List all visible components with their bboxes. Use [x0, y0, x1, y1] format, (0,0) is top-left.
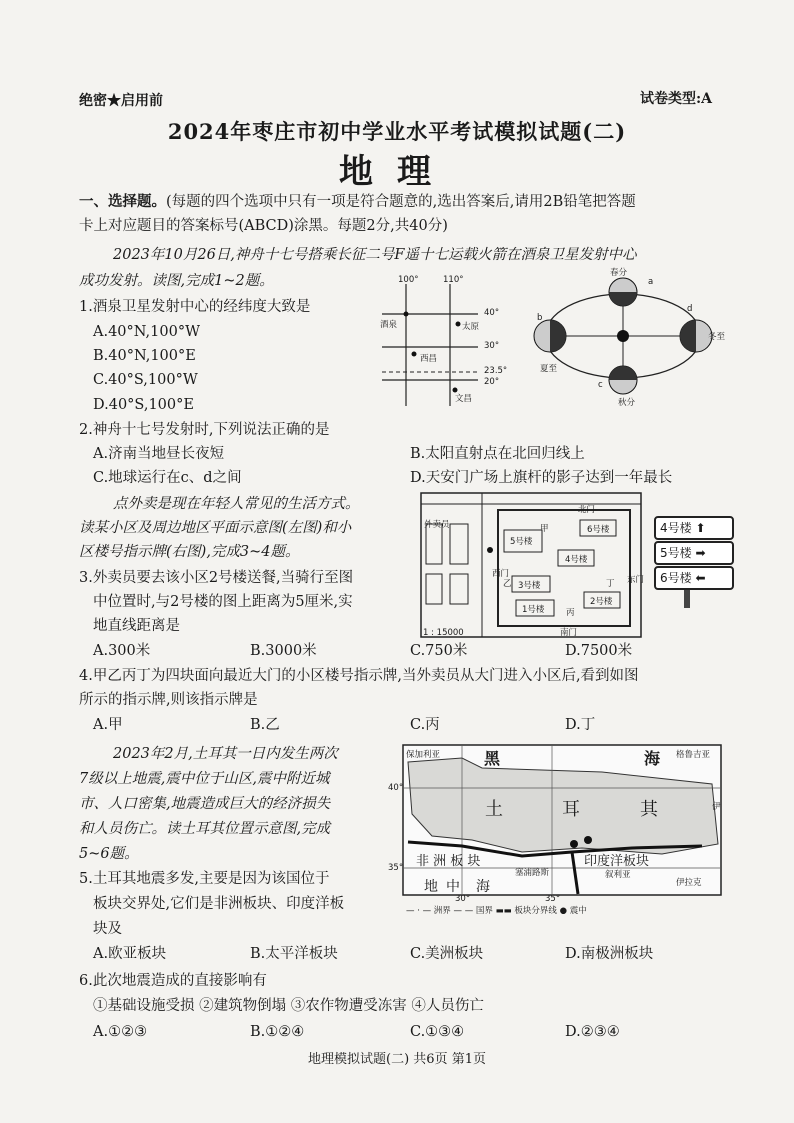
q5-option-b: B.太平洋板块 [250, 946, 338, 962]
orbit-point-c: c [598, 380, 603, 390]
map3-lon-35: 35° [545, 894, 561, 904]
building-1-label: 1号楼 [522, 605, 545, 615]
epicenter-2 [584, 836, 592, 844]
q6-option-d: D.②③④ [565, 1024, 620, 1040]
cyprus-label: 塞浦路斯 [515, 868, 550, 878]
page-footer: 地理模拟试题(二) 共6页 第1页 [308, 1052, 486, 1067]
q1-stem: 1.酒泉卫星发射中心的经纬度大致是 [79, 299, 311, 315]
map3-lat-35: 35° [388, 863, 404, 873]
courier-label: 外卖员 [424, 520, 450, 530]
q4-stem-1: 4.甲乙丙丁为四块面向最近大门的小区楼号指示牌,当外卖员从大门进入小区后,看到如图 [79, 668, 639, 684]
paper-type: 试卷类型:A [640, 91, 713, 107]
intro-3-line-4: 和人员伤亡。读土耳其位置示意图,完成 [79, 821, 331, 837]
wenchang-label: 文昌 [455, 394, 473, 404]
q5-stem-1: 5.土耳其地震多发,主要是因为该国位于 [79, 871, 330, 887]
block-left-4 [450, 574, 468, 604]
intro-2-line-1: 点外卖是现在年轻人常见的生活方式。 [113, 496, 360, 512]
q1-option-b: B.40°N,100°E [93, 348, 196, 364]
q3-stem-2: 中位置时,与2号楼的图上距离为5厘米,实 [93, 594, 353, 610]
q5-option-d: D.南极洲板块 [565, 946, 654, 962]
block-left-1 [426, 524, 442, 564]
xichang-label: 西昌 [420, 354, 438, 364]
north-gate-label: 北门 [578, 505, 596, 515]
black-sea-label-1: 黑 [484, 749, 501, 768]
courier-position [487, 547, 493, 553]
q5-stem-2: 板块交界处,它们是非洲板块、印度洋板 [93, 896, 345, 912]
intro-2-line-3: 区楼号指示牌(右图),完成3~4题。 [79, 544, 300, 560]
mediterranean-label-1: 地 [424, 879, 438, 895]
instruction-line-1: (每题的四个选项中只有一项是符合题意的,选出答案后,请用2B铅笔把答题 [166, 194, 636, 210]
q5-stem-3: 块及 [93, 921, 122, 937]
intro-2-line-2: 读某小区及周边地区平面示意图(左图)和小 [79, 520, 352, 536]
map-frame [421, 493, 641, 637]
signpost-5-text: 5号楼 [660, 546, 692, 560]
turkey-char-3: 其 [640, 799, 658, 820]
map-scale: 1 : 15000 [423, 628, 464, 638]
arrow-up-icon: ⬆ [695, 521, 706, 535]
q3-stem-1: 3.外卖员要去该小区2号楼送餐,当骑行至图 [79, 570, 354, 586]
map3-lat-40: 40° [388, 783, 404, 793]
east-gate-label: 东门 [627, 575, 645, 585]
lat-30-label: 30° [484, 341, 500, 351]
building-3-label: 3号楼 [518, 581, 541, 591]
intro-3-line-3: 市、人口密集,地震造成巨大的经济损失 [79, 796, 331, 812]
west-gate-label: 西门 [492, 569, 510, 579]
block-left-2 [450, 524, 468, 564]
mediterranean-label-3: 海 [476, 879, 490, 895]
earth-orbit-diagram [528, 262, 718, 402]
lon-110-label: 110° [443, 275, 464, 285]
bulgaria-label: 保加利亚 [406, 750, 441, 760]
signpost-building-4 [654, 516, 734, 540]
q6-stem: 6.此次地震造成的直接影响有 [79, 973, 267, 989]
indian-plate-label: 印度洋板块 [584, 854, 650, 869]
xichang-dot [412, 352, 417, 357]
q1-option-c: C.40°S,100°W [93, 372, 198, 388]
q1-option-a: A.40°N,100°W [93, 324, 200, 340]
section-instructions [79, 192, 636, 212]
arrow-left-icon: ⬅ [695, 571, 706, 585]
building-2-label: 2号楼 [590, 597, 613, 607]
globe-spring [609, 278, 637, 306]
intro-3-line-1: 2023年2月,土耳其一日内发生两次 [113, 746, 338, 762]
subject-title: 地理 [339, 152, 455, 192]
q4-stem-2: 所示的指示牌,则该指示牌是 [79, 692, 258, 708]
map3-legend: — · — 洲界 — — 国界 ▬▬ 板块分界线 ● 震中 [406, 906, 587, 916]
sign-ding: 丁 [606, 579, 615, 589]
sun [617, 330, 629, 342]
q4-option-b: B.乙 [250, 717, 280, 733]
orbit-point-a: a [648, 277, 654, 287]
signpost-building-6 [654, 566, 734, 590]
orbit-point-d: d [687, 304, 693, 314]
south-gate-label: 南门 [560, 628, 578, 638]
q4-option-d: D.丁 [565, 717, 596, 733]
jiuquan-dot [404, 312, 409, 317]
intro-3-line-5: 5~6题。 [79, 846, 139, 862]
black-sea-label-2: 海 [644, 749, 661, 768]
iran-label: 伊 [712, 802, 721, 812]
syria-label: 叙利亚 [605, 870, 631, 880]
q3-option-d: D.7500米 [565, 643, 633, 659]
q3-stem-3: 地直线距离是 [93, 618, 180, 634]
q3-option-c: C.750米 [410, 643, 468, 659]
q6-statements: ①基础设施受损 ②建筑物倒塌 ③农作物遭受冻害 ④人员伤亡 [93, 998, 484, 1014]
mediterranean-label-2: 中 [446, 879, 460, 895]
q5-option-c: C.美洲板块 [410, 946, 484, 962]
q3-option-a: A.300米 [93, 643, 151, 659]
african-plate-label: 非 洲 板 块 [416, 854, 481, 869]
arrow-right-icon: ➡ [695, 546, 706, 560]
taiyuan-dot [456, 322, 461, 327]
q1-option-d: D.40°S,100°E [93, 397, 194, 413]
section-heading: 一、选择题。 [79, 193, 166, 210]
block-left-3 [426, 574, 442, 604]
lon-100-label: 100° [398, 275, 419, 285]
q6-option-c: C.①③④ [410, 1024, 465, 1040]
intro-3-line-2: 7级以上地震,震中位于山区,震中附近城 [79, 771, 330, 787]
q6-option-a: A.①②③ [93, 1024, 148, 1040]
sign-jia: 甲 [540, 524, 549, 534]
q4-option-a: A.甲 [93, 717, 123, 733]
turkey-char-2: 耳 [562, 799, 580, 820]
intro-1-line-1: 2023年10月26日,神舟十七号搭乘长征二号F遥十七运载火箭在酒泉卫星发射中心 [113, 247, 637, 263]
georgia-label: 格鲁吉亚 [676, 750, 711, 760]
lat-20-label: 20° [484, 377, 500, 387]
q3-option-b: B.3000米 [250, 643, 317, 659]
intro-1-line-2: 成功发射。读图,完成1~2题。 [79, 273, 274, 289]
q2-stem: 2.神舟十七号发射时,下列说法正确的是 [79, 422, 330, 438]
building-5-label: 5号楼 [510, 537, 533, 547]
q5-option-a: A.欧亚板块 [93, 946, 167, 962]
lat-23-5-label: 23.5° [484, 366, 508, 376]
q4-option-c: C.丙 [410, 717, 440, 733]
building-4-label: 4号楼 [565, 555, 588, 565]
sign-yi: 乙 [503, 579, 512, 589]
q6-option-b: B.①②④ [250, 1024, 305, 1040]
globe-summer [534, 320, 566, 352]
lat-40-label: 40° [484, 308, 500, 318]
exam-title: 2024年枣庄市初中学业水平考试模拟试题(二) [167, 119, 627, 144]
sign-bing: 丙 [566, 608, 575, 618]
signpost-building-5 [654, 541, 734, 565]
taiyuan-label: 太原 [462, 322, 480, 332]
epicenter-1 [570, 840, 578, 848]
q2-option-b: B.太阳直射点在北回归线上 [410, 446, 585, 462]
autumn-equinox-label: 秋分 [618, 398, 636, 408]
spring-equinox-label: 春分 [610, 268, 628, 278]
globe-autumn [609, 366, 637, 394]
map3-lon-30: 30° [455, 894, 471, 904]
confidential-mark: 绝密★启用前 [79, 93, 163, 109]
community-map [420, 492, 645, 638]
signpost-4-text: 4号楼 [660, 521, 692, 535]
iraq-label: 伊拉克 [676, 878, 702, 888]
jiuquan-label: 酒泉 [380, 320, 398, 330]
orbit-point-b: b [537, 313, 543, 323]
community-wall [498, 510, 630, 626]
summer-solstice-label: 夏至 [540, 364, 558, 374]
q2-option-a: A.济南当地昼长夜短 [93, 446, 225, 462]
instruction-line-2: 卡上对应题目的答案标号(ABCD)涂黑。每题2分,共40分) [79, 218, 448, 234]
launch-site-map [368, 272, 488, 408]
turkey-char-1: 土 [485, 799, 503, 820]
building-6-label: 6号楼 [587, 525, 610, 535]
signpost-6-text: 6号楼 [660, 571, 692, 585]
winter-solstice-label: 冬至 [708, 332, 726, 342]
q2-option-c: C.地球运行在c、d之间 [93, 470, 242, 486]
q2-option-d: D.天安门广场上旗杆的影子达到一年最长 [410, 470, 673, 486]
